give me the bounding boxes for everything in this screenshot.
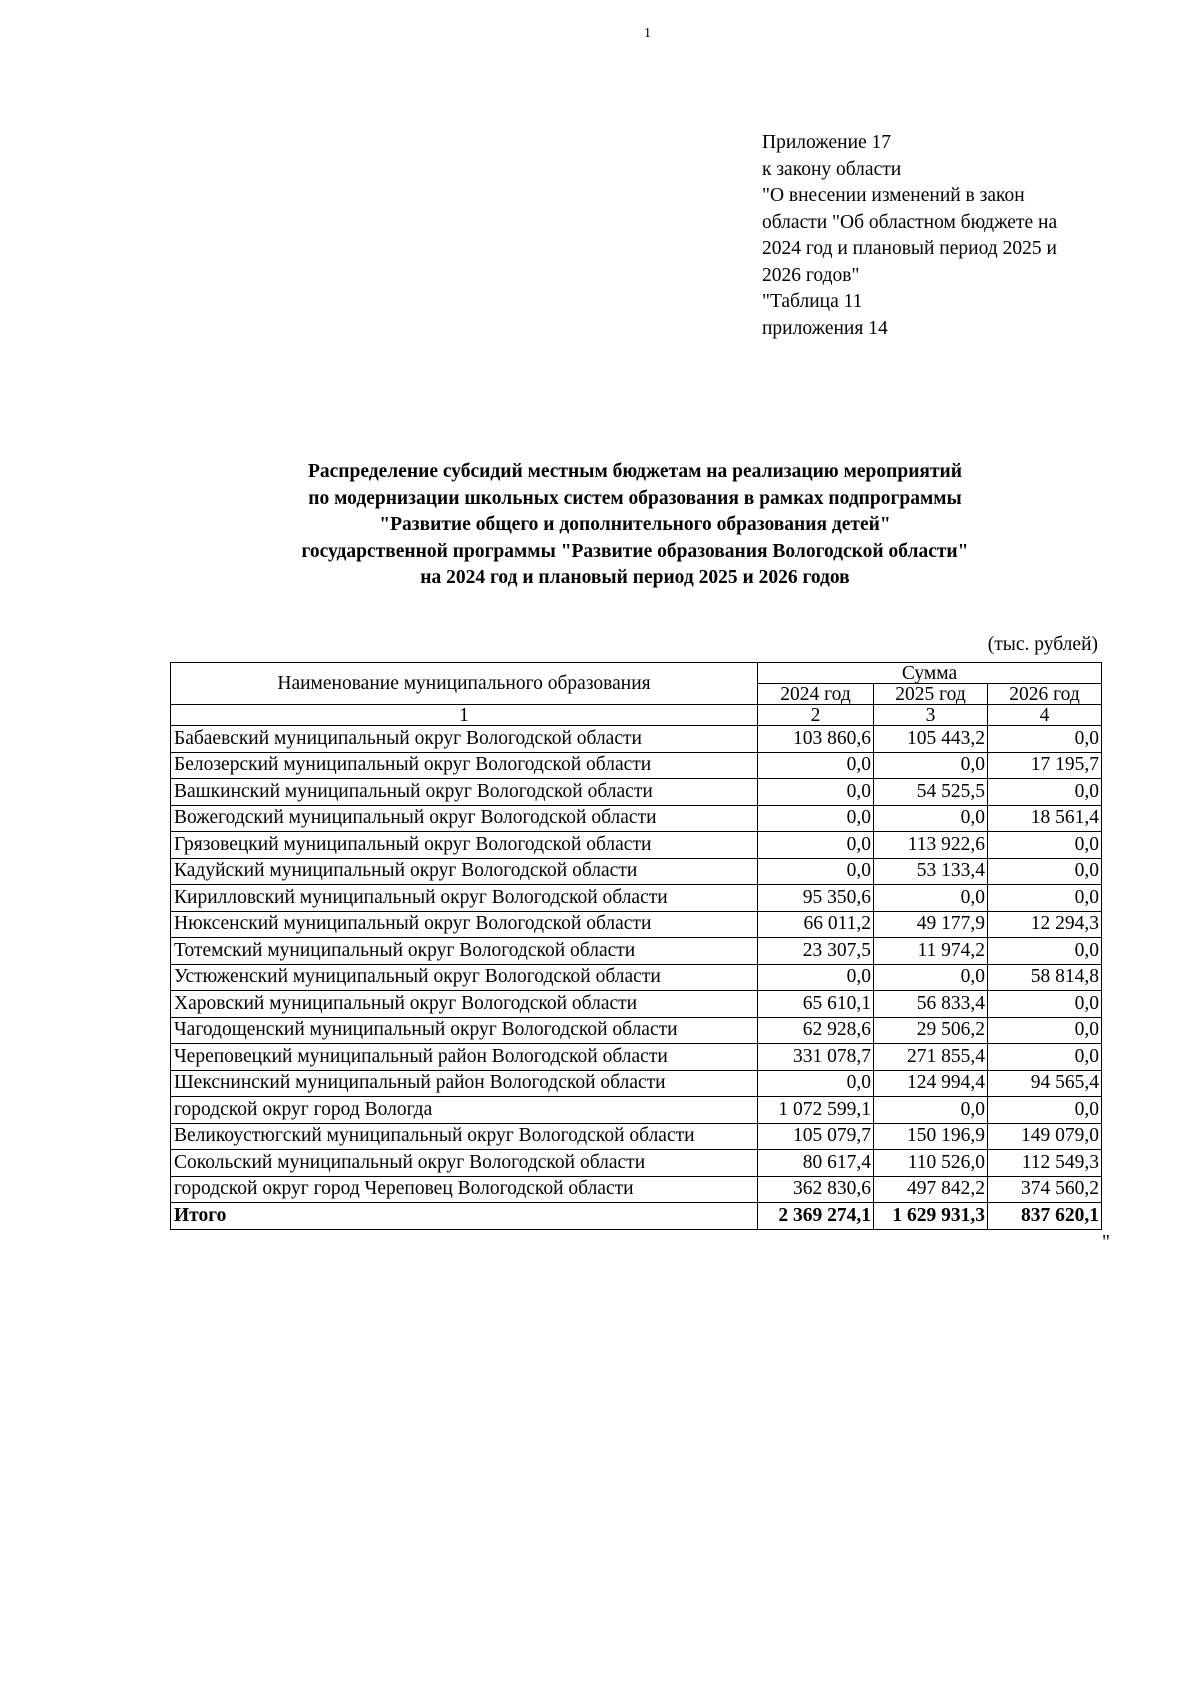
- amount-2024: 65 610,1: [758, 991, 874, 1018]
- subsidy-table: [170, 662, 1102, 1230]
- table-row: [171, 1044, 1102, 1071]
- amount-2025: 110 526,0: [874, 1150, 988, 1177]
- appendix-line: к закону области: [762, 158, 902, 180]
- amount-2026: 0,0: [988, 1017, 1102, 1044]
- amount-2026: 149 079,0: [988, 1123, 1102, 1150]
- municipality-name: городской округ город Череповец Вологодской области: [171, 1176, 758, 1203]
- amount-2025: 271 855,4: [874, 1044, 988, 1071]
- title-line: "Развитие общего и дополнительного образования детей": [379, 514, 891, 535]
- table-row: [171, 1017, 1102, 1044]
- total-row: [171, 1203, 1102, 1230]
- amount-2026: 0,0: [988, 858, 1102, 885]
- amount-2025: 0,0: [874, 964, 988, 991]
- amount-2024: 362 830,6: [758, 1176, 874, 1203]
- amount-2026: 0,0: [988, 1097, 1102, 1124]
- table-row: [171, 964, 1102, 991]
- amount-2024: 0,0: [758, 964, 874, 991]
- amount-2026: 0,0: [988, 779, 1102, 806]
- table-row: [171, 1150, 1102, 1177]
- amount-2025: 0,0: [874, 752, 988, 779]
- amount-2026: 0,0: [988, 938, 1102, 965]
- page-number: 1: [644, 26, 651, 41]
- municipality-name: Грязовецкий муниципальный округ Вологодской области: [171, 832, 758, 859]
- total-label: Итого: [171, 1203, 758, 1230]
- table-row: [171, 832, 1102, 859]
- municipality-name: Устюженский муниципальный округ Вологодской области: [171, 964, 758, 991]
- header-year-2024: 2024 год: [758, 684, 874, 705]
- amount-2026: 0,0: [988, 991, 1102, 1018]
- appendix-line: области "Об областном бюджете на: [762, 211, 1058, 233]
- amount-2026: 18 561,4: [988, 805, 1102, 832]
- amount-2024: 0,0: [758, 805, 874, 832]
- municipality-name: Бабаевский муниципальный округ Вологодской области: [171, 726, 758, 753]
- amount-2025: 0,0: [874, 885, 988, 912]
- header-year-2026: 2026 год: [988, 684, 1102, 705]
- units-label: (тыс. рублей): [987, 634, 1098, 655]
- amount-2025: 497 842,2: [874, 1176, 988, 1203]
- title-line: Распределение субсидий местным бюджетам на реализацию мероприятий: [307, 461, 963, 482]
- municipality-name: Череповецкий муниципальный район Вологодской области: [171, 1044, 758, 1071]
- municipality-name: Нюксенский муниципальный округ Вологодской области: [171, 911, 758, 938]
- appendix-line: "Таблица 11: [762, 291, 863, 312]
- municipality-name: Вашкинский муниципальный округ Вологодской области: [171, 779, 758, 806]
- total-2025: 1 629 931,3: [874, 1203, 988, 1230]
- table-row: [171, 1070, 1102, 1097]
- table-row: [171, 911, 1102, 938]
- amount-2025: 0,0: [874, 1097, 988, 1124]
- column-number: 4: [988, 705, 1102, 726]
- table-row: [171, 779, 1102, 806]
- column-number: 2: [758, 705, 874, 726]
- amount-2024: 105 079,7: [758, 1123, 874, 1150]
- table-row: [171, 938, 1102, 965]
- amount-2024: 66 011,2: [758, 911, 874, 938]
- municipality-name: Тотемский муниципальный округ Вологодской области: [171, 938, 758, 965]
- municipality-name: Сокольский муниципальный округ Вологодской области: [171, 1150, 758, 1177]
- document-title: [170, 459, 1100, 592]
- appendix-line: 2024 год и плановый период 2025 и: [762, 238, 1057, 259]
- header-row: [171, 663, 1102, 684]
- municipality-name: Шекснинский муниципальный район Вологодской области: [171, 1070, 758, 1097]
- total-2024: 2 369 274,1: [758, 1203, 874, 1230]
- amount-2024: 0,0: [758, 779, 874, 806]
- amount-2026: 0,0: [988, 885, 1102, 912]
- municipality-name: Харовский муниципальный округ Вологодской области: [171, 991, 758, 1018]
- total-2026: 837 620,1: [988, 1203, 1102, 1230]
- table-row: [171, 752, 1102, 779]
- table-row: [171, 1123, 1102, 1150]
- amount-2024: 62 928,6: [758, 1017, 874, 1044]
- amount-2025: 0,0: [874, 805, 988, 832]
- amount-2026: 0,0: [988, 726, 1102, 753]
- amount-2024: 95 350,6: [758, 885, 874, 912]
- table-row: [171, 885, 1102, 912]
- appendix-note: [762, 130, 1102, 342]
- amount-2025: 29 506,2: [874, 1017, 988, 1044]
- amount-2026: 112 549,3: [988, 1150, 1102, 1177]
- closing-quote: ": [1102, 1232, 1110, 1253]
- table-row: [171, 858, 1102, 885]
- amount-2025: 150 196,9: [874, 1123, 988, 1150]
- title-line: на 2024 год и плановый период 2025 и 2026 годов: [420, 567, 850, 588]
- amount-2025: 113 922,6: [874, 832, 988, 859]
- amount-2026: 0,0: [988, 1044, 1102, 1071]
- amount-2025: 49 177,9: [874, 911, 988, 938]
- amount-2026: 374 560,2: [988, 1176, 1102, 1203]
- amount-2025: 11 974,2: [874, 938, 988, 965]
- amount-2026: 94 565,4: [988, 1070, 1102, 1097]
- column-number: 1: [171, 705, 758, 726]
- title-line: по модернизации школьных систем образования в рамках подпрограммы: [308, 487, 962, 509]
- municipality-name: городской округ город Вологда: [171, 1097, 758, 1124]
- amount-2025: 124 994,4: [874, 1070, 988, 1097]
- amount-2025: 56 833,4: [874, 991, 988, 1018]
- header-name: Наименование муниципального образования: [171, 663, 758, 705]
- amount-2024: 0,0: [758, 858, 874, 885]
- amount-2024: 23 307,5: [758, 938, 874, 965]
- appendix-line: приложения 14: [762, 317, 888, 339]
- amount-2026: 12 294,3: [988, 911, 1102, 938]
- column-numbers-row: [171, 705, 1102, 726]
- appendix-line: Приложение 17: [762, 132, 892, 153]
- header-sum: Сумма: [758, 663, 1102, 684]
- amount-2024: 103 860,6: [758, 726, 874, 753]
- amount-2024: 0,0: [758, 1070, 874, 1097]
- municipality-name: Чагодощенский муниципальный округ Вологодской области: [171, 1017, 758, 1044]
- column-number: 3: [874, 705, 988, 726]
- table-row: [171, 805, 1102, 832]
- amount-2025: 54 525,5: [874, 779, 988, 806]
- table-row: [171, 726, 1102, 753]
- amount-2024: 0,0: [758, 752, 874, 779]
- amount-2026: 17 195,7: [988, 752, 1102, 779]
- amount-2026: 58 814,8: [988, 964, 1102, 991]
- amount-2025: 53 133,4: [874, 858, 988, 885]
- table-row: [171, 1097, 1102, 1124]
- municipality-name: Белозерский муниципальный округ Вологодской области: [171, 752, 758, 779]
- header-year-2025: 2025 год: [874, 684, 988, 705]
- appendix-line: "О внесении изменений в закон: [762, 185, 1025, 206]
- table-row: [171, 991, 1102, 1018]
- amount-2024: 1 072 599,1: [758, 1097, 874, 1124]
- appendix-line: 2026 годов": [762, 264, 860, 286]
- amount-2024: 331 078,7: [758, 1044, 874, 1071]
- amount-2024: 0,0: [758, 832, 874, 859]
- municipality-name: Великоустюгский муниципальный округ Вологодской области: [171, 1123, 758, 1150]
- municipality-name: Вожегодский муниципальный округ Вологодской области: [171, 805, 758, 832]
- amount-2025: 105 443,2: [874, 726, 988, 753]
- amount-2024: 80 617,4: [758, 1150, 874, 1177]
- title-line: государственной программы "Развитие образования Вологодской области": [301, 540, 969, 562]
- municipality-name: Кирилловский муниципальный округ Вологодской области: [171, 885, 758, 912]
- municipality-name: Кадуйский муниципальный округ Вологодской области: [171, 858, 758, 885]
- amount-2026: 0,0: [988, 832, 1102, 859]
- table-row: [171, 1176, 1102, 1203]
